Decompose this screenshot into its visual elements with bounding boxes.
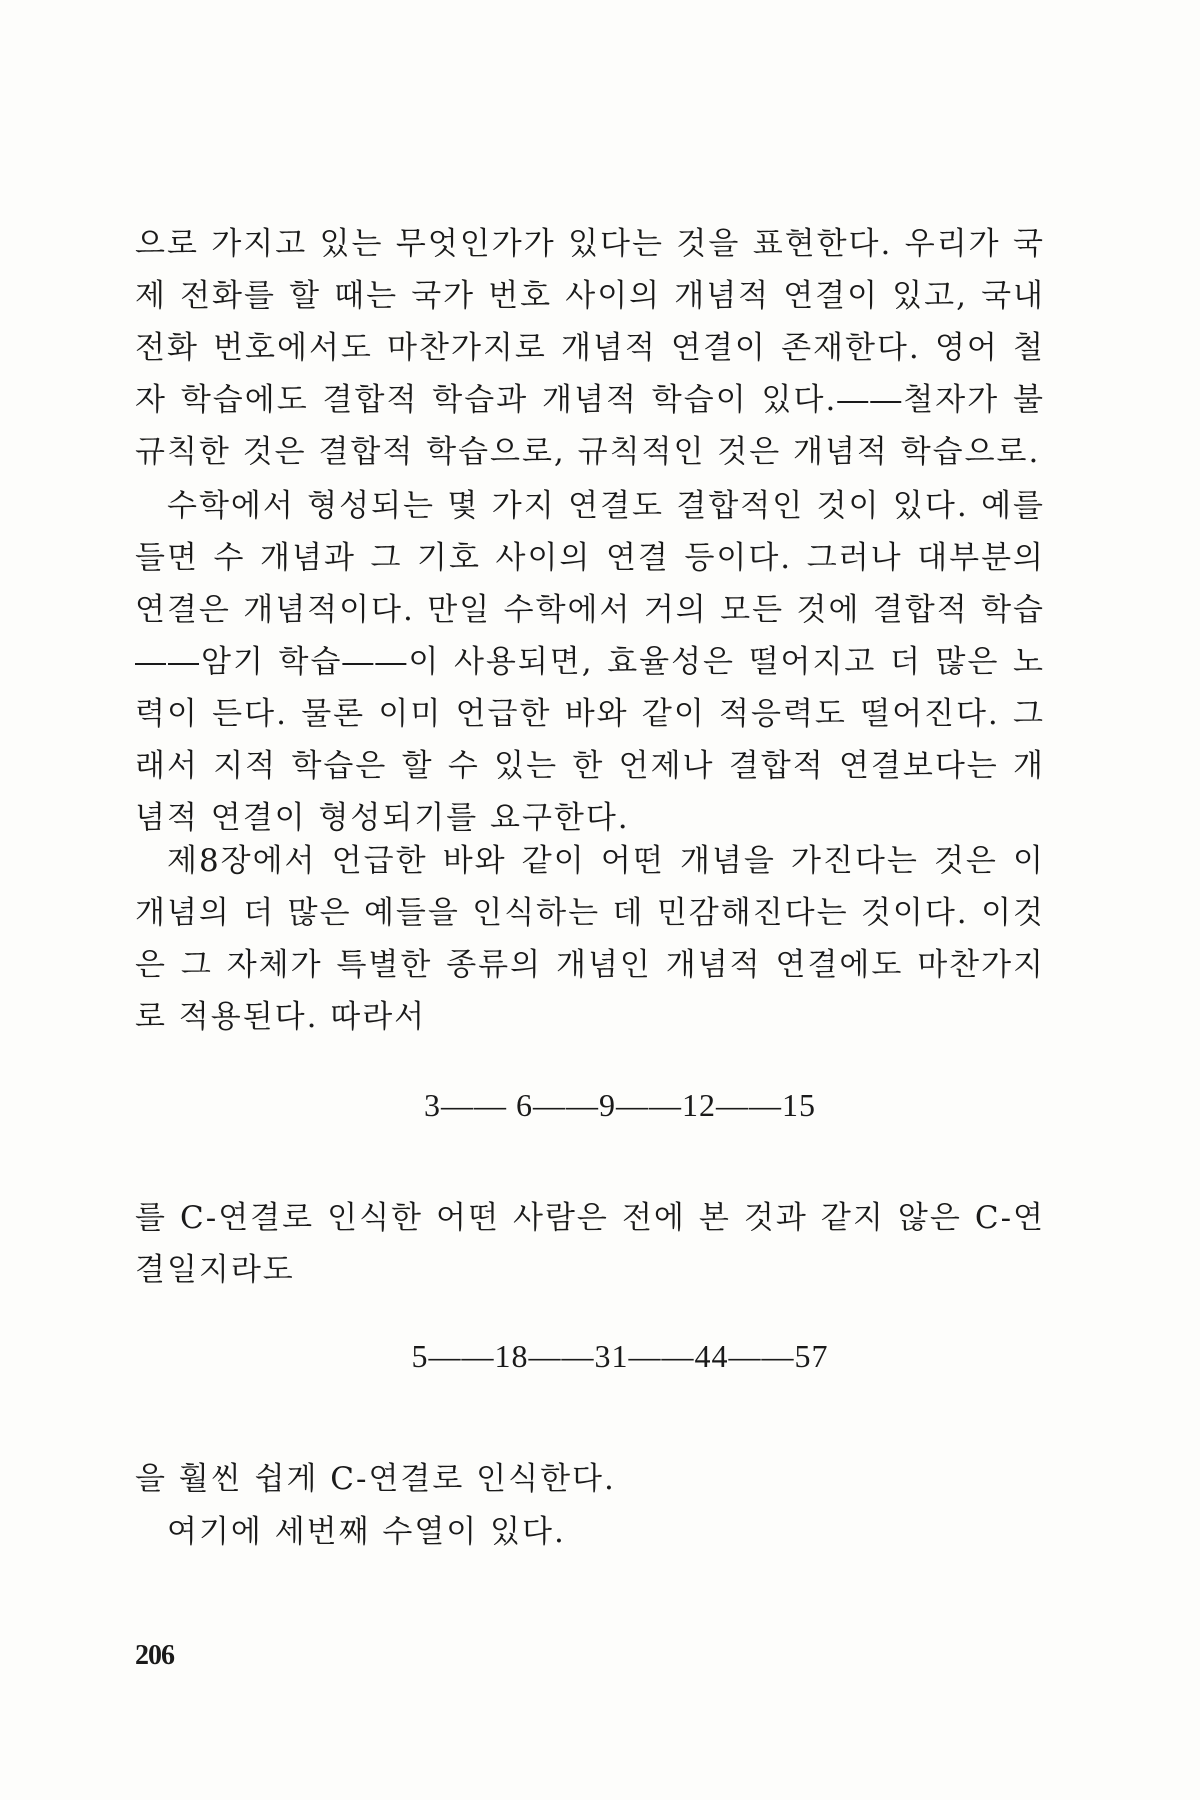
paragraph-5: 을 훨씬 쉽게 C-연결로 인식한다. (135, 1461, 616, 1497)
number-sequence-2: 5——18——31——44——57 (411, 1338, 829, 1374)
paragraph-1: 으로 가지고 있는 무엇인가가 있다는 것을 표현한다. 우리가 국제 전화를 할 때는 국가 번호 사이의 개념적 연결이 있고, 국내 전화 번호에서도 마찬가지로 개념적 연결이 존재한다. 영어 철자 학습에도 결합적 학습과 개념적 학습이 있다.――철자가 불규칙한 것은 결합적 학습으로, 규칙적인 것은 개념적 학습으로. (135, 226, 1045, 470)
number-sequence-1: 3—— 6——9——12——15 (424, 1087, 816, 1123)
paragraph-6: 여기에 세번째 수열이 있다. (167, 1514, 566, 1550)
paragraph-4: 를 C-연결로 인식한 어떤 사람은 전에 본 것과 같지 않은 C-연결일지라도 (135, 1200, 1045, 1288)
paragraph-2: 수학에서 형성되는 몇 가지 연결도 결합적인 것이 있다. 예를 들면 수 개념과 그 기호 사이의 연결 등이다. 그러나 대부분의 연결은 개념적이다. 만일 수학에서 거의 모든 것에 결합적 학습――암기 학습――이 사용되면, 효율성은 떨어지고 더 많은 노력이 든다. 물론 이미 언급한 바와 같이 적응력도 떨어진다. 그래서 지적 학습은 할 수 있는 한 언제나 결합적 연결보다는 개념적 연결이 형성되기를 요구한다. (135, 488, 1045, 836)
paragraph-3: 제8장에서 언급한 바와 같이 어떤 개념을 가진다는 것은 이 개념의 더 많은 예들을 인식하는 데 민감해진다는 것이다. 이것은 그 자체가 특별한 종류의 개념인 개념적 연결에도 마찬가지로 적용된다. 따라서 (135, 843, 1045, 1035)
page-number: 206 (135, 1640, 174, 1671)
